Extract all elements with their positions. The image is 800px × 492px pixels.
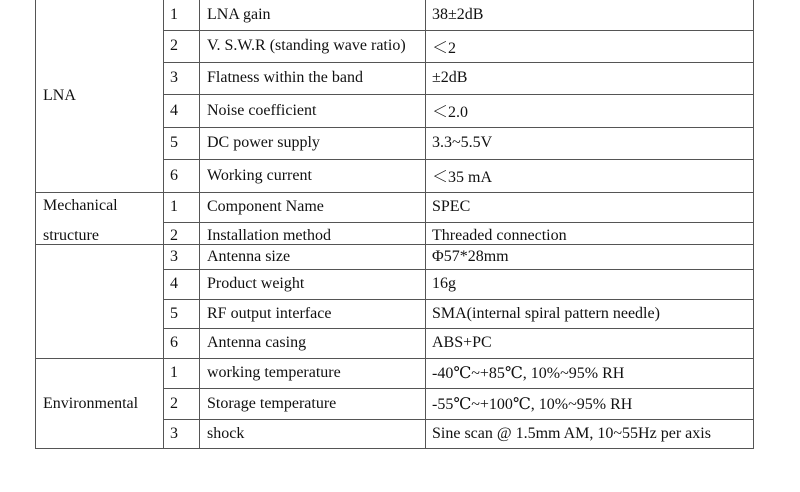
table-row <box>35 269 754 299</box>
row-number: 1 <box>170 198 178 215</box>
table-row <box>35 388 754 419</box>
table-row <box>35 0 754 30</box>
row-parameter: Noise coefficient <box>207 101 317 119</box>
grid-line <box>199 0 200 449</box>
row-parameter: V. S.W.R (standing wave ratio) <box>207 37 406 54</box>
row-number: 4 <box>170 101 178 119</box>
grid-line <box>163 328 754 329</box>
grid-line <box>35 448 754 449</box>
row-value: 3.3~5.5V <box>432 134 493 151</box>
row-parameter: Flatness within the band <box>207 69 363 86</box>
row-value: ＜2 <box>432 39 457 57</box>
row-number: 3 <box>170 69 178 86</box>
row-number: 6 <box>170 166 178 184</box>
row-parameter: Storage temperature <box>207 394 337 412</box>
row-value: Φ57*28mm <box>432 247 509 265</box>
grid-line <box>35 192 754 193</box>
row-parameter: shock <box>207 425 245 442</box>
grid-line <box>163 222 754 223</box>
table-row <box>35 127 754 159</box>
grid-line <box>35 244 754 245</box>
row-parameter: LNA gain <box>207 6 271 23</box>
row-number: 6 <box>170 334 178 351</box>
row-parameter: Installation method <box>207 227 331 244</box>
grid-line <box>163 419 754 420</box>
row-number: 5 <box>170 304 178 322</box>
grid-line <box>163 299 754 300</box>
table-row <box>35 94 754 127</box>
row-value: ＜2.0 <box>432 104 469 121</box>
row-value: Threaded connection <box>432 227 567 244</box>
table-row <box>35 159 754 192</box>
row-value: ABS+PC <box>432 334 492 351</box>
row-parameter: DC power supply <box>207 134 320 151</box>
grid-line <box>425 0 426 449</box>
grid-line <box>163 62 754 63</box>
row-value: -55℃~+100℃, 10%~95% RH <box>432 395 633 413</box>
table-row <box>35 192 754 222</box>
row-value: SMA(internal spiral pattern needle) <box>432 304 660 322</box>
row-value: ±2dB <box>432 69 468 86</box>
row-number: 4 <box>170 275 178 292</box>
row-number: 5 <box>170 134 178 151</box>
grid-line <box>35 0 36 449</box>
grid-line <box>163 269 754 270</box>
row-number: 3 <box>170 425 178 442</box>
row-value: 16g <box>432 275 456 292</box>
row-parameter: Working current <box>207 166 312 184</box>
grid-line <box>163 94 754 95</box>
grid-line <box>163 127 754 128</box>
grid-line <box>163 159 754 160</box>
row-value: ＜35 mA <box>432 169 493 186</box>
row-number: 1 <box>170 6 178 23</box>
table-row <box>35 358 754 388</box>
row-value: Sine scan @ 1.5mm AM, 10~55Hz per axis <box>432 425 711 442</box>
row-value: -40℃~+85℃, 10%~95% RH <box>432 365 625 382</box>
row-number: 2 <box>170 37 178 54</box>
table-row <box>35 328 754 358</box>
row-number: 2 <box>170 227 178 244</box>
row-parameter: Antenna size <box>207 247 291 265</box>
group-environmental: Environmental <box>43 394 139 412</box>
row-parameter: working temperature <box>207 364 341 381</box>
table-row <box>35 419 754 449</box>
grid-line <box>753 0 754 449</box>
grid-line <box>163 30 754 31</box>
grid-line <box>163 388 754 389</box>
group-mechanical-line2: structure <box>43 227 99 244</box>
table-row <box>35 62 754 94</box>
row-number: 3 <box>170 247 178 265</box>
row-parameter: Component Name <box>207 198 324 215</box>
table-row <box>35 244 754 269</box>
group-mechanical-line1: Mechanical <box>43 197 118 214</box>
row-value: SPEC <box>432 198 471 215</box>
row-number: 2 <box>170 394 178 412</box>
row-parameter: Product weight <box>207 275 305 292</box>
row-parameter: Antenna casing <box>207 334 307 351</box>
row-number: 1 <box>170 364 178 381</box>
row-parameter: RF output interface <box>207 304 332 322</box>
row-value: 38±2dB <box>432 6 484 23</box>
grid-line <box>163 0 164 449</box>
grid-line <box>35 358 754 359</box>
table-row <box>35 30 754 62</box>
table-row <box>35 299 754 328</box>
group-lna: LNA <box>43 87 76 104</box>
